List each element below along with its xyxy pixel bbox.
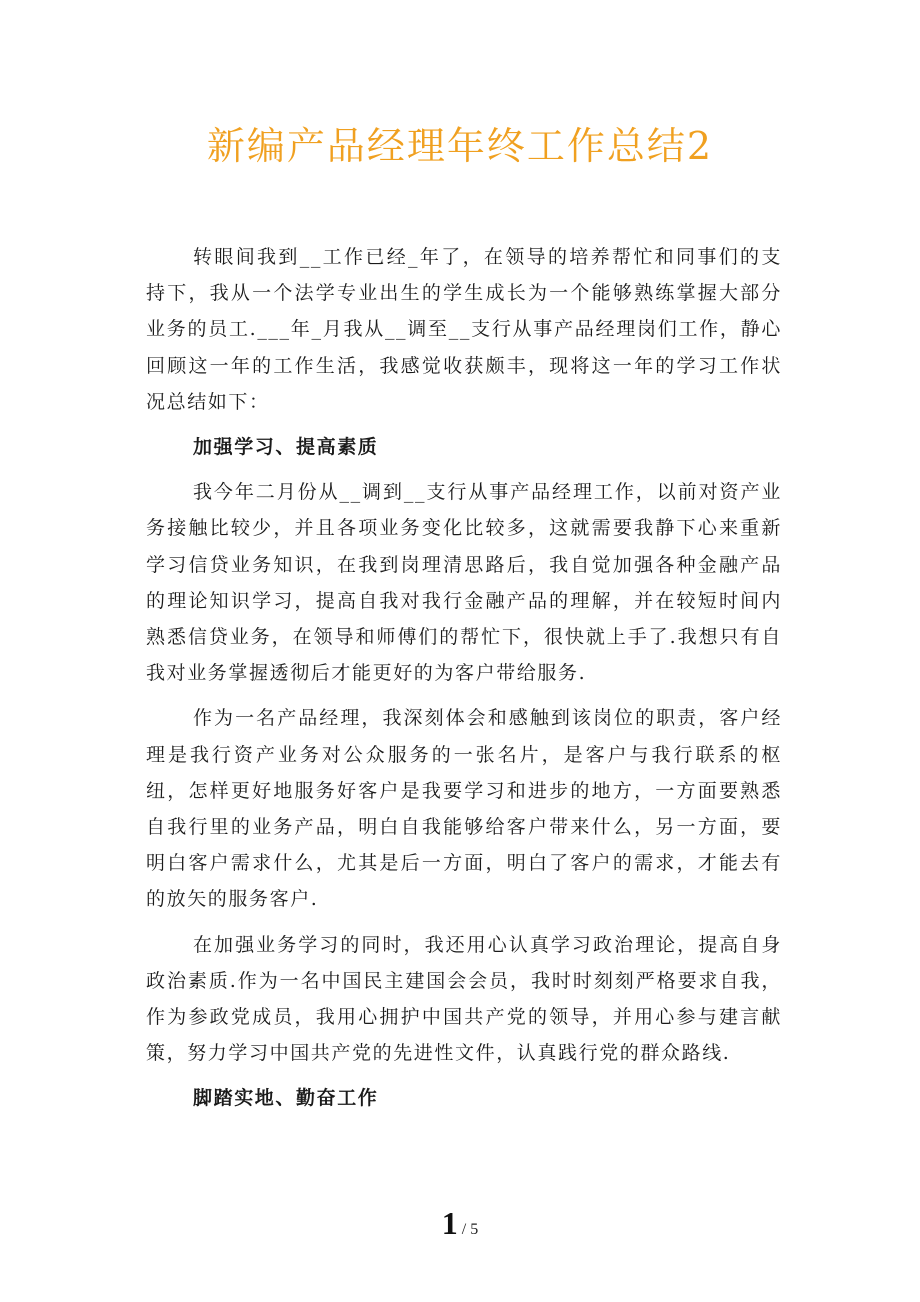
page-number xyxy=(0,1205,920,1242)
section-heading-study: 加强学习、提高素质 xyxy=(193,436,379,459)
document-title: 新编产品经理年终工作总结2 xyxy=(206,124,714,168)
paragraph-study-1: 我今年二月份从__调到__支行从事产品经理工作，以前对资产业务接触比较少，并且各项业务变化比较多，这就需要我静下心来重新学习信贷业务知识，在我到岗理清思路后，我自觉加强各种金融产品的理论知识学习，提高自我对我行金融产品的理解，并在较短时间内熟悉信贷业务，在领导和师傅们的帮忙下，很快就上手了.我想只有自我对业务掌握透彻后才能更好的为客户带给服务. xyxy=(146,481,782,685)
total-pages: / 5 xyxy=(461,1221,479,1238)
paragraph-study-2: 作为一名产品经理，我深刻体会和感触到该岗位的职责，客户经理是我行资产业务对公众服务的一张名片，是客户与我行联系的枢纽，怎样更好地服务好客户是我要学习和进步的地方，一方面要熟悉自我行里的业务产品，明白自我能够给客户带来什么，另一方面，要明白客户需求什么，尤其是后一方面，明白了客户的需求，才能去有的放矢的服务客户. xyxy=(146,707,782,911)
document-body xyxy=(146,239,782,1126)
current-page: 1 xyxy=(441,1205,458,1241)
paragraph-intro: 转眼间我到__工作已经_年了，在领导的培养帮忙和同事们的支持下，我从一个法学专业出生的学生成长为一个能够熟练掌握大部分业务的员工.___年_月我从__调至__支行从事产品经理岗们工作，静心回顾这一年的工作生活，我感觉收获颇丰，现将这一年的学习工作状况总结如下： xyxy=(146,246,782,413)
paragraph-study-3: 在加强业务学习的同时，我还用心认真学习政治理论，提高自身政治素质.作为一名中国民主建国会会员，我时时刻刻严格要求自我，作为参政党成员，我用心拥护中国共产党的领导，并用心参与建言献策，努力学习中国共产党的先进性文件，认真践行党的群众路线. xyxy=(146,933,782,1065)
section-heading-work: 脚踏实地、勤奋工作 xyxy=(193,1087,379,1110)
